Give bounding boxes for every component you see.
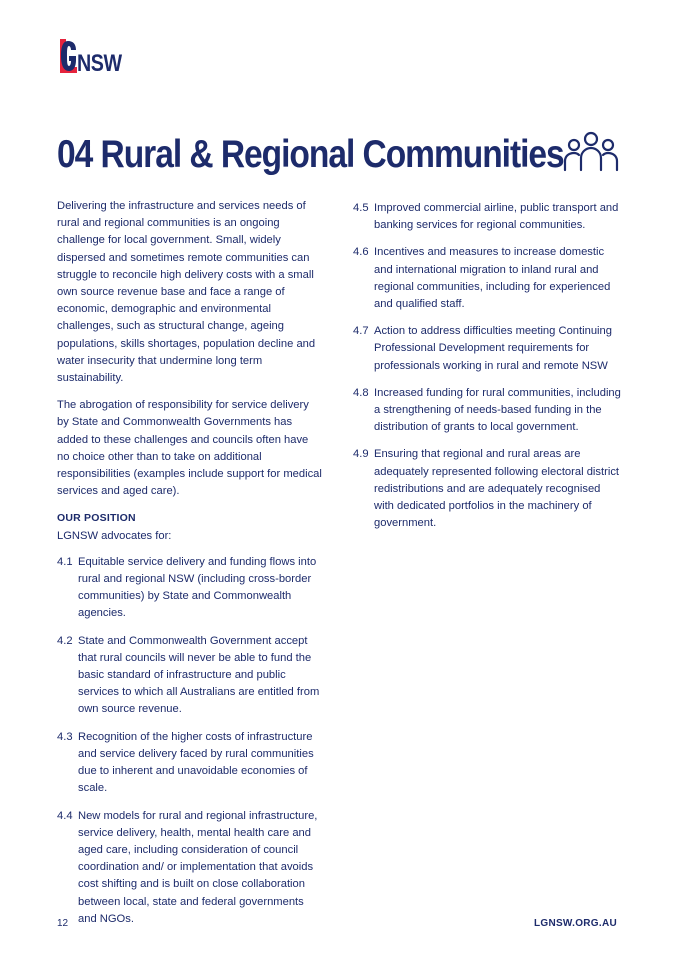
item-number: 4.7 (353, 325, 369, 338)
item-number: 4.1 (57, 555, 73, 568)
page-title: 04 Rural & Regional Communities (57, 133, 564, 176)
position-item-4-4 (57, 808, 322, 928)
item-number: 4.3 (57, 730, 73, 743)
position-item-4-3 (57, 729, 322, 798)
position-item-4-1 (57, 554, 322, 623)
item-text: Increased funding for rural communities, including a strengthening of needs-based funding in the distribution of grants to local government. (374, 386, 621, 434)
item-number: 4.9 (353, 448, 369, 461)
item-number: 4.5 (353, 202, 369, 214)
logo-wordmark: NSW (77, 50, 122, 77)
position-item-4-9 (353, 446, 623, 532)
right-column (353, 200, 623, 542)
position-item-4-2 (57, 633, 322, 719)
position-item-4-8 (353, 385, 623, 437)
website-link[interactable]: LGNSW.ORG.AU (533, 918, 617, 929)
left-column (57, 198, 322, 938)
position-item-4-7 (353, 323, 623, 375)
item-text: Recognition of the higher costs of infrastructure and service delivery faced by rural communities due to inherent and unavoidable economies of scale. (78, 730, 314, 795)
item-text: Action to address difficulties meeting Continuing Professional Development requirements for professionals working in rural and remote NSW (374, 325, 612, 372)
item-number: 4.8 (353, 386, 369, 399)
item-text: New models for rural and regional infrastructure, service delivery, health, mental health care and aged care, including consideration of council coordination and/ or implementation that avoids cost shifting and is built on close collaboration between local, state and federal governments and NGOs. (78, 809, 318, 925)
advocates-intro: LGNSW advocates for: (57, 529, 172, 542)
item-text: State and Commonwealth Government accept that rural councils will never be able to fund the basic standard of infrastructure and public services to which all Australians are entitled from own source revenue. (78, 634, 320, 716)
item-number: 4.4 (57, 809, 73, 822)
our-position-heading: OUR POSITION (57, 512, 136, 525)
item-text: Improved commercial airline, public transport and banking services for regional communities. (374, 202, 619, 232)
item-text: Equitable service delivery and funding flows into rural and regional NSW (including cross-border communities) by State and Commonwealth agencies. (78, 555, 317, 620)
item-text: Ensuring that regional and rural areas are adequately represented following electoral district redistributions and are adequately recognised with dedicated portfolios in the machinery of government. (374, 448, 620, 530)
intro-paragraph-1: Delivering the infrastructure and services needs of rural and regional communities is an ongoing challenge for local government. Small, widely dispersed and sometimes remote communities can struggle to reconcile high delivery costs with a small own source revenue base and face a range of economic, demographic and environmental challenges, such as structural change, ageing populations, skills shortages, population decline and water insecurity that undermine long term sustainability. (57, 200, 316, 385)
page-number: 12 (57, 918, 69, 929)
people-group-icon (562, 130, 620, 172)
item-number: 4.6 (353, 246, 369, 259)
position-item-4-6 (353, 244, 623, 313)
item-text: Incentives and measures to increase domestic and international migration to inland rural and regional communities, including for experienced and qualified staff. (374, 246, 611, 311)
intro-paragraph-2: The abrogation of responsibility for service delivery by State and Commonwealth Governments has added to these challenges and councils often have no choice other than to take on additional responsibilities (examples include support for medical services and aged care). (57, 399, 322, 498)
item-number: 4.2 (57, 634, 73, 647)
position-item-4-5 (353, 200, 623, 234)
